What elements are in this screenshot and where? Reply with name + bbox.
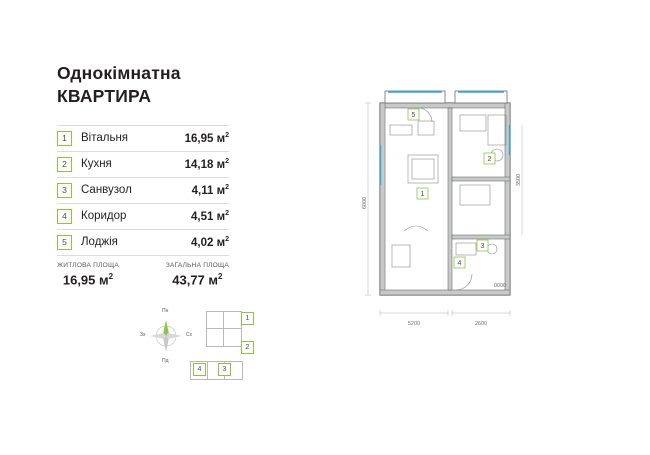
dimension-bottom-left: 5200	[407, 321, 421, 327]
svg-text:3: 3	[480, 243, 485, 250]
mini-badge: 1	[241, 312, 254, 325]
room-area: 4,11 $м^2$	[191, 183, 229, 197]
page-title	[57, 62, 287, 109]
room-name: Вітальня	[81, 132, 129, 145]
total-area-value: 43,77 $м^2$	[172, 272, 223, 288]
room-badge: 1	[57, 131, 72, 146]
svg-text:4: 4	[457, 260, 462, 267]
svg-text:1: 1	[420, 191, 425, 198]
mini-badge: 4	[193, 363, 206, 376]
room-name: Коридор	[81, 210, 127, 223]
compass-rose-icon	[140, 310, 192, 362]
total-area-label: ЗАГАЛЬНА ПЛОЩА	[165, 262, 229, 269]
living-area-label: ЖИТЛОВА ПЛОЩА	[57, 262, 119, 269]
room-area: 16,95 $м^2$	[184, 131, 229, 145]
living-area-value: 16,95 $м^2$	[62, 272, 114, 288]
plan-badge-1	[417, 188, 428, 199]
plan-badge-3	[477, 240, 488, 251]
dimension-left-vertical: 6000	[362, 196, 368, 210]
plan-badge-2	[484, 153, 495, 164]
mini-cell	[223, 328, 242, 347]
compass-label-w: Зх	[140, 332, 146, 338]
compass-label-s: Пд	[162, 358, 169, 364]
svg-text:2: 2	[487, 156, 492, 163]
mini-floor-plan[interactable]	[190, 305, 250, 385]
room-name: Лоджія	[81, 236, 118, 249]
floor-plan-drawing	[360, 85, 620, 335]
room-area: 14,18 $м^2$	[184, 157, 229, 171]
page-title-line2: КВАРТИРА	[57, 86, 152, 107]
room-badge: 2	[57, 157, 72, 172]
room-badge: 3	[57, 183, 72, 198]
list-item	[57, 178, 229, 204]
room-area: 4,51 $м^2$	[191, 209, 229, 223]
orientation-locator	[140, 305, 250, 385]
room-name: Кухня	[81, 158, 112, 171]
list-item	[57, 125, 229, 152]
dimension-bottom-right: 2600	[474, 321, 488, 327]
page-title-line1: Однокімнатна	[57, 63, 181, 83]
list-item	[57, 152, 229, 178]
room-name: Санвузол	[81, 184, 132, 197]
dimension-right-vertical: 3500	[516, 173, 522, 187]
room-area: 4,02 $м^2$	[191, 235, 229, 249]
svg-text:5: 5	[411, 112, 416, 119]
left-info-panel	[57, 62, 287, 256]
list-item	[57, 230, 229, 256]
totals-block	[57, 262, 229, 287]
total-area-block	[166, 262, 229, 287]
compass-icon	[140, 310, 192, 362]
mini-badge: 3	[218, 363, 231, 376]
living-area-block	[57, 262, 119, 287]
room-badge: 5	[57, 235, 72, 250]
list-item	[57, 204, 229, 230]
plan-badge-4	[454, 257, 465, 268]
walls	[380, 91, 510, 295]
room-list	[57, 125, 229, 256]
mini-badge: 2	[241, 341, 254, 354]
plan-badge-5	[408, 109, 419, 120]
floor-plan[interactable]	[360, 85, 620, 335]
room-badge: 4	[57, 209, 72, 224]
dimension-small-bottom: 0000	[493, 283, 507, 289]
compass-label-n: Пн	[162, 308, 169, 314]
compass-label-e: Сх	[185, 332, 192, 338]
